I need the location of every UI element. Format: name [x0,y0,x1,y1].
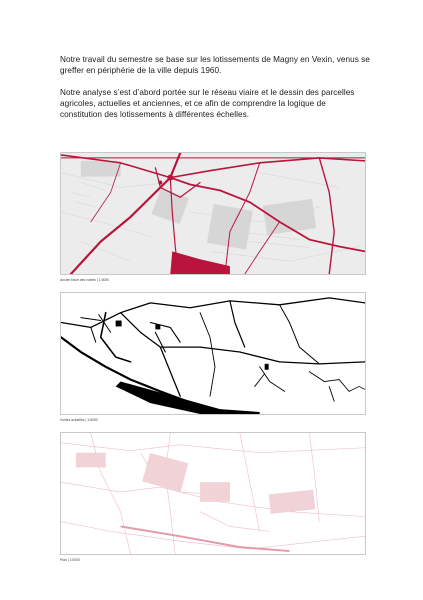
analysis-paragraph: Notre analyse s’est d’abord portée sur le réseau viaire et le dessin des parcelles agricoles, actuelles et anciennes, et ce afin de comprendre la logique de constitution des lotissements à différentes échelles. [60,88,355,119]
intro-paragraph: Notre travail du semestre se base sur les lotissements de Magny en Vexin, venus se greffer en périphérie de la ville depuis 1960. [60,55,370,75]
figure-caption: Ancien tracé des voiries | 1:5000 [60,278,110,282]
figure-caption: Voiries actuelles | 1:5000 [60,418,98,422]
figure-caption: Plan | 1:5000 [60,558,80,562]
plan-map [60,432,366,555]
current-roads-map [60,292,366,415]
old-roads-map [60,152,366,275]
